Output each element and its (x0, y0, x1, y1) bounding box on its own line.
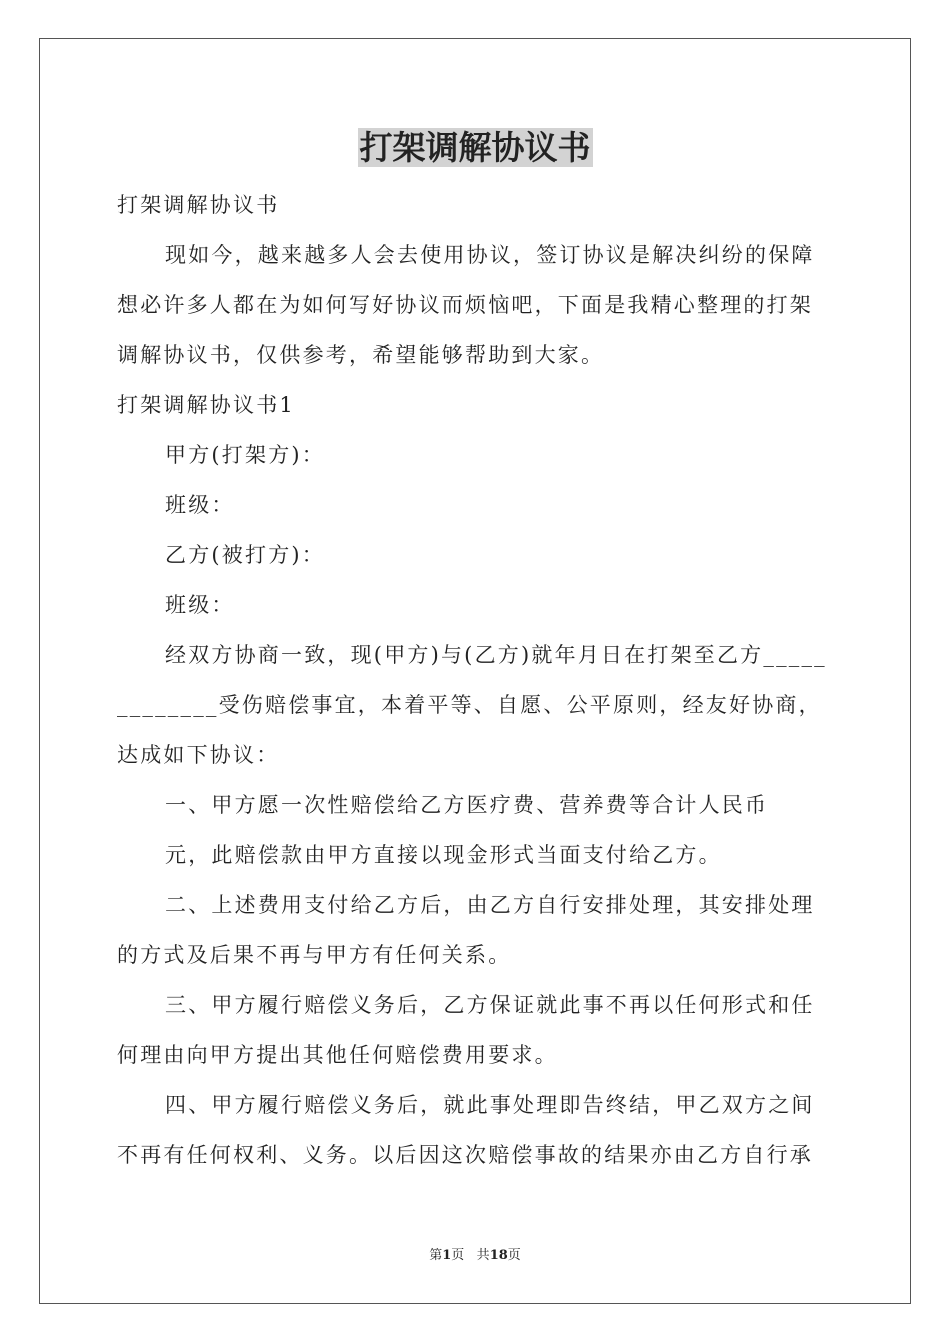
document-body (117, 180, 833, 1180)
paragraph: 现如今，越来越多人会去使用协议，签订协议是解决纠纷的保障想必许多人都在为如何写好协议而烦恼吧，下面是我精心整理的打架调解协议书，仅供参考，希望能够帮助到大家。 (117, 243, 815, 367)
total-pages: 18 (489, 1248, 508, 1263)
document-title (0, 126, 950, 170)
paragraph: 经双方协商一致，现(甲方)与(乙方)就年月日在打架至乙方_____________受伤赔偿事宜，本着平等、自愿、公平原则，经友好协商，达成如下协议： (117, 643, 827, 767)
page-footer (0, 1247, 950, 1265)
paragraph: 乙方(被打方)： (165, 543, 325, 567)
paragraph: 三、甲方履行赔偿义务后，乙方保证就此事不再以任何形式和任何理由向甲方提出其他任何赔偿费用要求。 (117, 993, 815, 1067)
total-suffix: 页 (507, 1248, 521, 1263)
paragraph: 班级： (165, 493, 235, 517)
current-page: 1 (442, 1248, 452, 1263)
paragraph: 一、甲方愿一次性赔偿给乙方医疗费、营养费等合计人民币 (165, 793, 769, 817)
total-prefix: 共 (476, 1248, 490, 1263)
paragraph: 甲方(打架方)： (165, 443, 325, 467)
page-suffix: 页 (451, 1248, 465, 1263)
paragraph: 二、上述费用支付给乙方后，由乙方自行安排处理，其安排处理的方式及后果不再与甲方有任何关系。 (117, 893, 815, 967)
paragraph: 班级： (165, 593, 235, 617)
paragraph: 元，此赔偿款由甲方直接以现金形式当面支付给乙方。 (165, 843, 722, 867)
paragraph: 四、甲方履行赔偿义务后，就此事处理即告终结，甲乙双方之间不再有任何权利、义务。以后因这次赔偿事故的结果亦由乙方自行承 (117, 1093, 815, 1167)
paragraph: 打架调解协议书1 (117, 393, 295, 417)
paragraph: 打架调解协议书 (117, 193, 280, 217)
page-prefix: 第 (429, 1248, 443, 1263)
document-title-text: 打架调解协议书 (359, 128, 591, 167)
